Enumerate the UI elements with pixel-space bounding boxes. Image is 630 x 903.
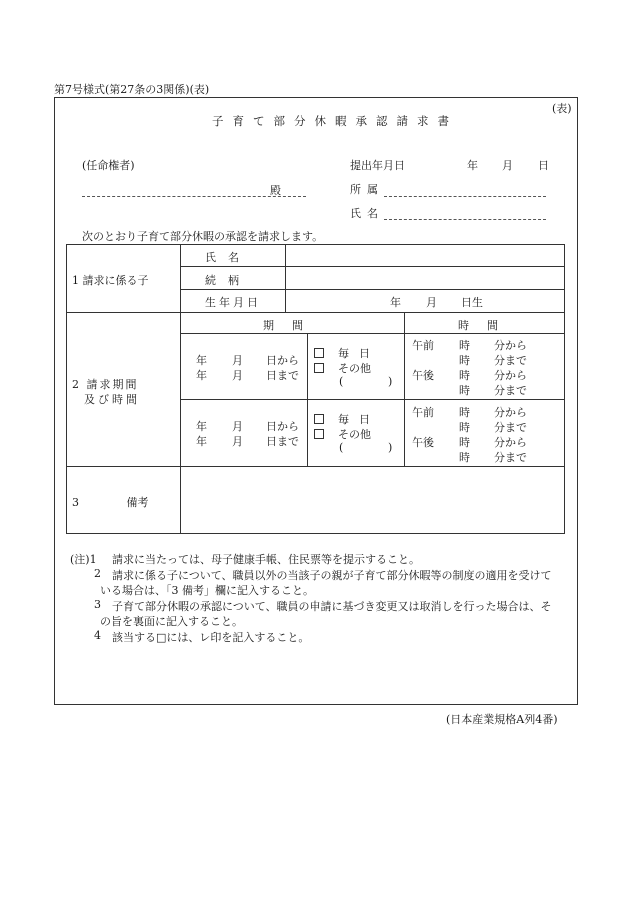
col-period-header: 期間 [263,319,321,332]
checkbox-other-2[interactable] [314,429,324,439]
submit-date-label: 提出年月日 [350,159,405,172]
note-3a: 子育て部分休暇の承認について、職員の申請に基づき変更又は取消しを行った場合は、そ [112,600,552,613]
child-birthdate-label: 生年月日 [205,296,261,309]
checkbox-daily-1[interactable] [314,348,324,358]
applicant-name-label: 氏名 [350,207,384,220]
child-relation-field[interactable] [287,268,563,287]
section2-label: 2 請求期間 [72,378,139,391]
request-sentence: 次のとおり子育て部分休暇の承認を請求します。 [82,230,324,243]
section3-label: 3 備考 [72,496,149,509]
note-3-num: 3 [94,598,101,611]
note-3b: の旨を裏面に記入すること。 [100,615,243,628]
date-year: 年 [467,159,478,172]
form-title: 子育て部分休暇承認請求書 [212,114,458,128]
child-name-field[interactable] [287,249,563,265]
applicant-name-field[interactable] [384,219,546,220]
child-relation-label: 続柄 [205,274,251,287]
affiliation-label: 所属 [350,183,384,196]
note-4: 該当する□には、レ印を記入すること。 [112,631,310,644]
note-2a: 請求に係る子について、職員以外の当該子の親が子育て部分休暇等の制度の適用を受けて [112,569,552,582]
footer-spec: (日本産業規格A列4番) [446,713,558,726]
note-2-num: 2 [94,567,101,580]
section1-label: 1 請求に係る子 [72,274,149,287]
birth-day: 日生 [461,296,483,309]
birth-month: 月 [426,296,437,309]
remarks-field[interactable] [182,468,563,532]
checkbox-daily-2[interactable] [314,414,324,424]
col-time-header: 時間 [458,319,516,332]
form-label: 第7号様式(第27条の3関係)(表) [54,83,210,96]
birth-year: 年 [390,296,401,309]
dono-label: 殿 [270,184,281,197]
side-label: (表) [552,102,572,115]
section2-label-2: 及び時間 [84,393,140,406]
checkbox-other-1[interactable] [314,363,324,373]
date-day: 日 [538,159,549,172]
affiliation-field[interactable] [384,196,546,197]
note-2b: いる場合は、「3 備考」欄に記入すること。 [100,584,314,597]
date-month: 月 [502,159,513,172]
child-name-label: 氏名 [205,251,251,264]
note-4-num: 4 [94,629,101,642]
appointer-label: (任命権者) [82,159,135,172]
note-prefix: (注)1 [70,553,97,566]
note-1: 請求に当たっては、母子健康手帳、住民票等を提示すること。 [112,553,420,566]
